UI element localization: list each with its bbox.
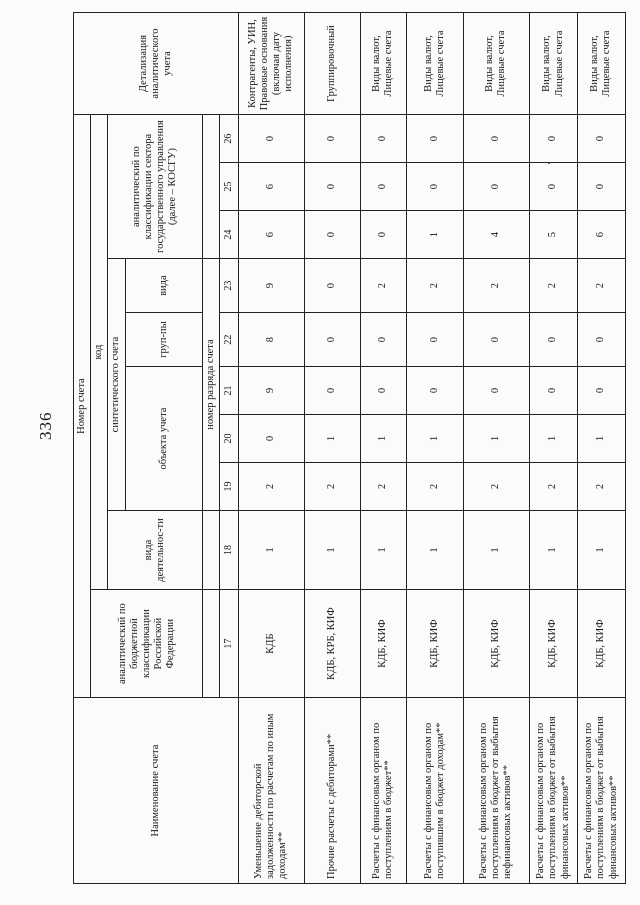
row-k2: 6 [238, 163, 304, 211]
row-o2: 0 [238, 415, 304, 463]
row-vd: 1 [360, 510, 406, 589]
row-k3: 0 [530, 115, 578, 163]
row-k3: 0 [238, 115, 304, 163]
row-kbk: КДБ, КИФ [463, 590, 529, 698]
row-vd: 1 [463, 510, 529, 589]
row-vd: 1 [577, 510, 625, 589]
row-o1: 2 [530, 463, 578, 511]
table-row [463, 13, 529, 884]
table-row [530, 13, 578, 884]
row-k3: 0 [577, 115, 625, 163]
row-vida: 2 [530, 259, 578, 313]
row-gr: 0 [463, 313, 529, 367]
col-num: 24 [220, 211, 238, 259]
row-vida: 2 [463, 259, 529, 313]
row-k2: 0 [305, 163, 361, 211]
header-analytic-budget: аналитический по бюджетной классификации Российской Федерации [91, 590, 203, 698]
col-num: 22 [220, 313, 238, 367]
row-vd: 1 [406, 510, 463, 589]
header-blank-kosgu [203, 115, 220, 259]
row-name: Расчеты с финансовым органом по поступившим в бюджет доходам** [406, 698, 463, 884]
row-k1: 4 [463, 211, 529, 259]
row-det: Контрагенты, УИН, Правовые основания (включая дату исполнения) [238, 13, 304, 115]
table-row [406, 13, 463, 884]
row-o2: 1 [577, 415, 625, 463]
row-o2: 1 [406, 415, 463, 463]
row-name: Расчеты с финансовым органом по поступлениям в бюджет от выбытия нефинансовых активов** [463, 698, 529, 884]
row-name: Прочие расчеты с дебиторами** [305, 698, 361, 884]
row-o3: 0 [360, 367, 406, 415]
col-num: 26 [220, 115, 238, 163]
row-o3: 0 [406, 367, 463, 415]
row-k2: 0 [577, 163, 625, 211]
row-det: Виды валют, Лицевые счета [463, 13, 529, 115]
row-det: Виды валют, Лицевые счета [406, 13, 463, 115]
row-k2: 0 [463, 163, 529, 211]
row-k1: 0 [305, 211, 361, 259]
header-razryad: номер разряда счета [203, 259, 220, 511]
row-o1: 2 [305, 463, 361, 511]
col-num: 23 [220, 259, 238, 313]
row-det: Виды валют, Лицевые счета [530, 13, 578, 115]
header-kod: код [91, 115, 108, 590]
header-obekta: объекта учета [125, 367, 203, 511]
row-kbk: КДБ, КИФ [530, 590, 578, 698]
row-det: Группировочный [305, 13, 361, 115]
row-k2: 0 [360, 163, 406, 211]
row-vida: 9 [238, 259, 304, 313]
row-o2: 1 [463, 415, 529, 463]
col-num: 18 [220, 510, 238, 589]
row-k1: 0 [360, 211, 406, 259]
row-name: Расчеты с финансовым органом по поступлениям в бюджет** [360, 698, 406, 884]
row-k2: 0 [530, 163, 578, 211]
row-gr: 0 [360, 313, 406, 367]
rotated-table-container [73, 12, 626, 884]
page-number: 336 [36, 411, 55, 440]
row-o3: 0 [463, 367, 529, 415]
header-sintetich: синтетического счета [108, 259, 125, 511]
row-o1: 2 [238, 463, 304, 511]
row-o2: 1 [360, 415, 406, 463]
row-name: Уменьшение дебиторской задолженности по расчетам по иным доходам** [238, 698, 304, 884]
row-name: Расчеты с финансовым органом по поступлениям в бюджет от выбытия финансовых активов** [577, 698, 625, 884]
table-row [238, 13, 304, 884]
row-kbk: КДБ, КИФ [360, 590, 406, 698]
header-nomer: Номер счета [74, 115, 91, 698]
row-k3: 0 [406, 115, 463, 163]
row-kbk: КДБ, КРБ, КИФ [305, 590, 361, 698]
header-name: Наименование счета [74, 698, 239, 884]
accounts-table [73, 12, 626, 884]
col-num: 20 [220, 415, 238, 463]
row-vida: 0 [305, 259, 361, 313]
row-kbk: КДБ, КИФ [577, 590, 625, 698]
row-k1: 5 [530, 211, 578, 259]
col-num: 21 [220, 367, 238, 415]
row-o2: 1 [530, 415, 578, 463]
row-o1: 2 [406, 463, 463, 511]
row-vd: 1 [305, 510, 361, 589]
table-row [360, 13, 406, 884]
row-gr: 0 [530, 313, 578, 367]
row-o3: 0 [530, 367, 578, 415]
table-row [577, 13, 625, 884]
row-gr: 8 [238, 313, 304, 367]
row-vd: 1 [238, 510, 304, 589]
row-gr: 0 [305, 313, 361, 367]
row-k1: 6 [238, 211, 304, 259]
row-gr: 0 [406, 313, 463, 367]
row-vida: 2 [406, 259, 463, 313]
row-vida: 2 [577, 259, 625, 313]
header-blank-vd [203, 510, 220, 589]
row-o1: 2 [360, 463, 406, 511]
row-o1: 2 [463, 463, 529, 511]
row-gr: 0 [577, 313, 625, 367]
row-o3: 0 [305, 367, 361, 415]
row-k1: 1 [406, 211, 463, 259]
row-k3: 0 [463, 115, 529, 163]
header-vida: вида [125, 259, 203, 313]
row-o1: 2 [577, 463, 625, 511]
header-detalizaciya: Детализация аналитического учета [74, 13, 239, 115]
header-blank-left [203, 590, 220, 698]
row-det: Виды валют, Лицевые счета [360, 13, 406, 115]
row-kbk: КДБ, КИФ [406, 590, 463, 698]
row-o2: 1 [305, 415, 361, 463]
header-vid-deyat: вида деятельнос-ти [108, 510, 203, 589]
row-vida: 2 [360, 259, 406, 313]
col-num: 25 [220, 163, 238, 211]
row-o3: 9 [238, 367, 304, 415]
row-k2: 0 [406, 163, 463, 211]
table-row [305, 13, 361, 884]
row-k3: 0 [305, 115, 361, 163]
row-k1: 6 [577, 211, 625, 259]
col-num: 19 [220, 463, 238, 511]
row-det: Виды валют, Лицевые счета [577, 13, 625, 115]
row-kbk: КДБ [238, 590, 304, 698]
header-analytic-kosgu: аналитический по классификации сектора государственного управления (далее – КОСГУ) [108, 115, 203, 259]
row-k3: 0 [360, 115, 406, 163]
header-gruppy: груп-пы [125, 313, 203, 367]
col-num: 17 [220, 590, 238, 698]
row-name: Расчеты с финансовым органом по поступлениям в бюджет от выбытия финансовых активов** [530, 698, 578, 884]
row-vd: 1 [530, 510, 578, 589]
row-o3: 0 [577, 367, 625, 415]
